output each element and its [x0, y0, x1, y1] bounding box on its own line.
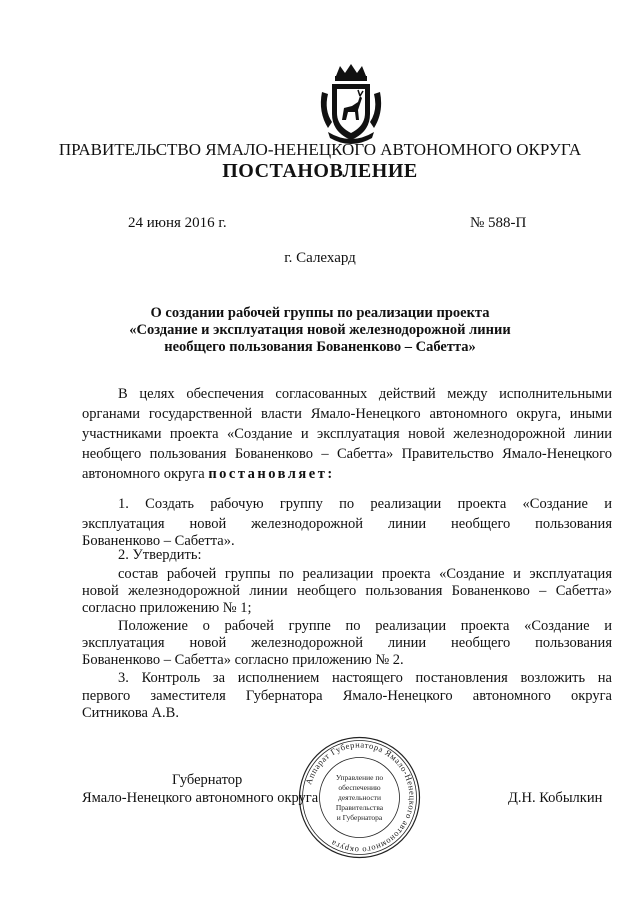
document-date: 24 июня 2016 г. — [128, 215, 227, 231]
document-number: № 588-П — [470, 215, 527, 231]
item-2a-line: новой железнодорожной линии необщего пользования Бованенково – Сабетта» — [82, 583, 612, 599]
item-1-line: Бованенково – Сабетта». — [82, 533, 235, 549]
item-1-line: 1. Создать рабочую группу по реализации проекта «Создание и — [118, 496, 612, 512]
stamp-inner-line: Управление по — [335, 773, 384, 782]
item-1-line: эксплуатация новой железнодорожной линии необщего пользования — [82, 516, 612, 532]
item-3-line: Ситникова А.В. — [82, 705, 179, 721]
organization-name: ПРАВИТЕЛЬСТВО ЯМАЛО-НЕНЕЦКОГО АВТОНОМНОГО ОКРУГА — [58, 140, 582, 159]
preamble-line-last — [82, 466, 612, 483]
stamp-inner-line: деятельности — [338, 793, 381, 802]
stamp-inner-line: и Губернатора — [336, 813, 383, 822]
item-2a-line: согласно приложению № 1; — [82, 600, 252, 616]
item-3-line: 3. Контроль за исполнением настоящего постановления возложить на — [118, 670, 612, 686]
document-title — [0, 305, 640, 356]
preamble-line: участниками проекта «Создание и эксплуатация новой железнодорожной линии — [82, 426, 612, 442]
title-line: О создании рабочей группы по реализации проекта — [150, 305, 490, 321]
item-3-line: первого заместителя Губернатора Ямало-Ненецкого автономного округа — [82, 688, 612, 704]
decree-verb: постановляет: — [208, 466, 335, 482]
coat-of-arms-emblem — [318, 62, 384, 144]
document-city: г. Салехард — [284, 250, 356, 266]
preamble-line: органами государственной власти Ямало-Ненецкого автономного округа, иными — [82, 406, 612, 422]
item-2b-line: эксплуатация новой железнодорожной линии необщего пользования — [82, 635, 612, 651]
item-2a-line: состав рабочей группы по реализации проекта «Создание и эксплуатация — [118, 566, 612, 582]
signatory-name: Д.Н. Кобылкин — [508, 790, 603, 806]
item-2b-line: Положение о рабочей группе по реализации проекта «Создание и — [118, 618, 612, 634]
signatory-role: Губернатор — [172, 772, 243, 788]
signatory-organization: Ямало-Ненецкого автономного округа — [82, 790, 319, 806]
stamp-inner-line: обеспечению — [338, 783, 381, 792]
title-line: «Создание и эксплуатация новой железнодорожной линии — [129, 322, 511, 338]
preamble-prefix: автономного округа — [82, 466, 205, 482]
title-line: необщего пользования Бованенково – Сабетта» — [164, 339, 476, 355]
stamp-ring-text: Аппарат Губернатора Ямало-Ненецкого автономного округа — [303, 739, 418, 856]
preamble-line: В целях обеспечения согласованных действий между исполнительными — [118, 386, 612, 402]
item-2-line: 2. Утвердить: — [118, 547, 202, 563]
document-type: ПОСТАНОВЛЕНИЕ — [222, 160, 418, 182]
stamp-inner-line: Правительства — [335, 803, 384, 812]
item-2b-line: Бованенково – Сабетта» согласно приложению № 2. — [82, 652, 404, 668]
preamble-line: необщего пользования Бованенково – Сабетта» Правительство Ямало-Ненецкого — [82, 446, 612, 462]
